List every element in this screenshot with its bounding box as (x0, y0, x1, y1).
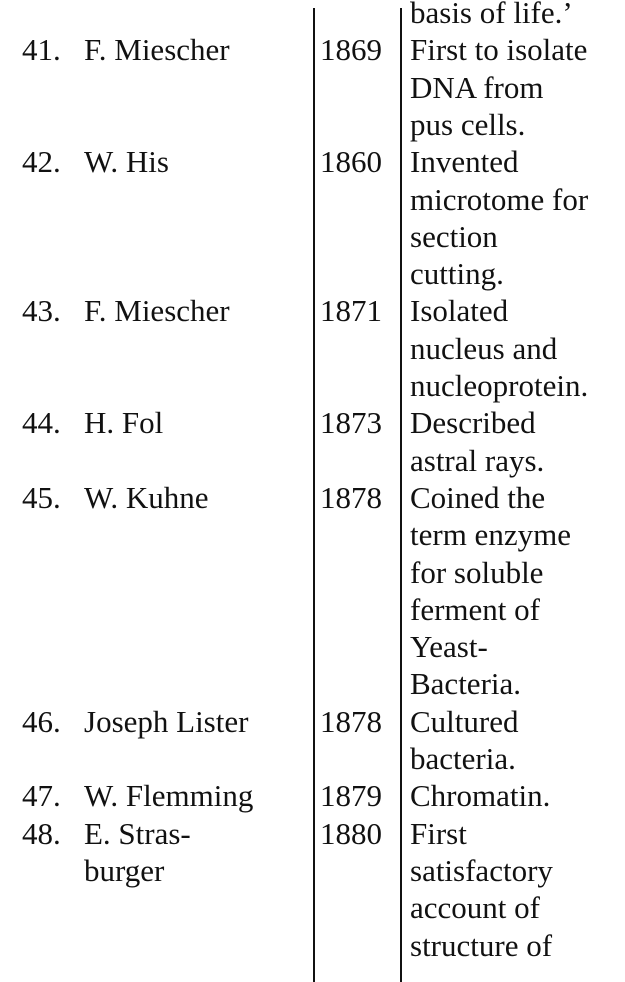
discovery-description: Yeast- (410, 629, 488, 665)
description-continuation: basis of life.’ (410, 0, 573, 30)
discovery-description: microtome for (410, 181, 589, 217)
entry-number: 43. (22, 293, 61, 329)
discovery-description: structure of (410, 927, 553, 963)
discovery-description: account of (410, 890, 540, 926)
entry-year: 1878 (320, 703, 382, 739)
discovery-description: astral rays. (410, 442, 545, 478)
discovery-description: ferment of (410, 591, 540, 627)
column-divider-right (400, 8, 402, 982)
discovery-description: for soluble (410, 554, 544, 590)
column-divider-left (313, 8, 315, 982)
entry-number: 41. (22, 32, 61, 68)
discovery-description: Coined the (410, 479, 546, 515)
discovery-description: First to isolate (410, 32, 588, 68)
entry-number: 44. (22, 405, 61, 441)
discovery-description: Described (410, 405, 536, 441)
entry-year: 1871 (320, 293, 382, 329)
scientist-name: F. Miescher (84, 32, 230, 68)
entry-number: 46. (22, 703, 61, 739)
discovery-description: cutting. (410, 256, 504, 292)
scientist-name: F. Miescher (84, 293, 230, 329)
discovery-description: pus cells. (410, 106, 526, 142)
scientist-name: Joseph Lister (84, 703, 249, 739)
discovery-description: First (410, 815, 467, 851)
entry-number: 45. (22, 479, 61, 515)
discovery-description: Bacteria. (410, 666, 522, 702)
discovery-description: Chromatin. (410, 778, 551, 814)
discovery-description: Isolated (410, 293, 509, 329)
discovery-description: nucleoprotein. (410, 368, 589, 403)
scientist-name: W. His (84, 144, 169, 180)
entry-year: 1860 (320, 144, 382, 180)
entry-number: 47. (22, 778, 61, 814)
discovery-description: term enzyme (410, 517, 571, 553)
entry-year: 1869 (320, 32, 382, 68)
discovery-description: DNA from (410, 69, 544, 105)
entry-year: 1873 (320, 405, 382, 441)
scientist-name: W. Flemming (84, 778, 254, 814)
discovery-description: bacteria. (410, 741, 516, 776)
entry-year: 1879 (320, 778, 382, 814)
discovery-description: Invented (410, 144, 519, 180)
discovery-description: Cultured (410, 703, 519, 739)
entry-number: 48. (22, 815, 61, 851)
entry-number: 42. (22, 144, 61, 180)
scientist-name: W. Kuhne (84, 479, 209, 515)
entry-year: 1880 (320, 815, 382, 851)
scientist-name: E. Stras- (84, 815, 191, 851)
scientist-name: H. Fol (84, 405, 164, 441)
discovery-description: section (410, 218, 498, 254)
scientist-name: burger (84, 852, 165, 888)
discovery-description: nucleus and (410, 330, 558, 366)
entry-year: 1878 (320, 479, 382, 515)
discovery-description: satisfactory (410, 852, 553, 888)
